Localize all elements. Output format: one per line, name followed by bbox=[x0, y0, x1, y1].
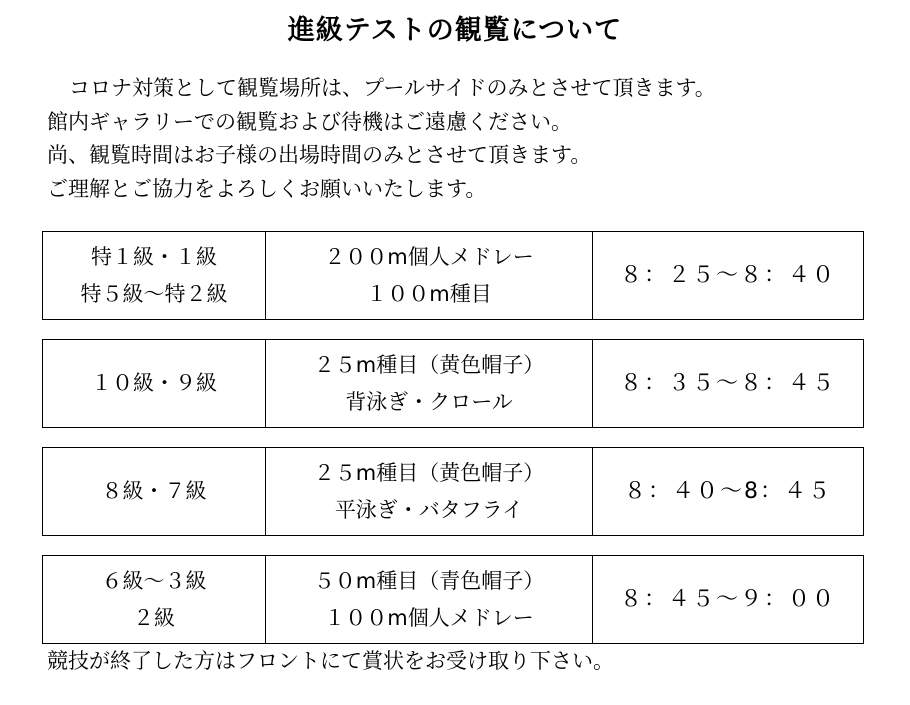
event-cell bbox=[266, 232, 593, 319]
grade-label: 特１級・１級 bbox=[91, 244, 217, 269]
grade-label: ２級 bbox=[133, 605, 175, 630]
intro-line: ご理解とご協力をよろしくお願いいたします。 bbox=[47, 176, 487, 201]
event-label: ２５m種目（黄色帽子） bbox=[313, 460, 545, 485]
schedule-row bbox=[42, 555, 864, 644]
grade-label: ６級～３級 bbox=[101, 568, 207, 593]
grade-label: ８級・７級 bbox=[101, 479, 207, 503]
event-label: 平泳ぎ・バタフライ bbox=[334, 497, 524, 522]
event-label: 背泳ぎ・クロール bbox=[345, 389, 513, 414]
intro-line: コロナ対策として観覧場所は、プールサイドのみとさせて頂きます。 bbox=[69, 76, 716, 100]
time-cell bbox=[593, 232, 863, 319]
intro-line: 尚、観覧時間はお子様の出場時間のみとさせて頂きます。 bbox=[47, 143, 592, 167]
grade-cell bbox=[43, 448, 266, 535]
page-title: 進級テストの観覧について bbox=[287, 15, 623, 46]
grade-label: １０級・９級 bbox=[91, 371, 217, 395]
time-label: ８：４０～8：４５ bbox=[624, 479, 832, 504]
schedule-row bbox=[42, 339, 864, 428]
grade-cell bbox=[43, 232, 266, 319]
intro-text bbox=[47, 72, 887, 206]
event-label: １００m個人メドレー bbox=[324, 605, 534, 630]
event-label: ２００m個人メドレー bbox=[324, 244, 534, 269]
time-cell bbox=[593, 340, 863, 427]
time-label: ８：３５～８：４５ bbox=[619, 371, 836, 396]
time-label: ８：２５～８：４０ bbox=[619, 263, 836, 288]
time-label: ８：４５～９：００ bbox=[619, 587, 836, 612]
event-cell bbox=[266, 448, 593, 535]
event-cell bbox=[266, 340, 593, 427]
grade-cell bbox=[43, 556, 266, 643]
event-label: ５０m種目（青色帽子） bbox=[313, 568, 545, 593]
time-cell bbox=[593, 556, 863, 643]
time-cell bbox=[593, 448, 863, 535]
intro-line: 館内ギャラリーでの観覧および待機はご遠慮ください。 bbox=[47, 109, 572, 134]
schedule-row bbox=[42, 231, 864, 320]
event-label: １００m種目 bbox=[366, 281, 492, 306]
event-cell bbox=[266, 556, 593, 643]
event-label: ２５m種目（黄色帽子） bbox=[313, 352, 545, 377]
grade-label: 特５級～特２級 bbox=[80, 281, 228, 306]
footer-note: 競技が終了した方はフロントにて賞状をお受け取り下さい。 bbox=[47, 649, 614, 673]
grade-cell bbox=[43, 340, 266, 427]
schedule-row bbox=[42, 447, 864, 536]
